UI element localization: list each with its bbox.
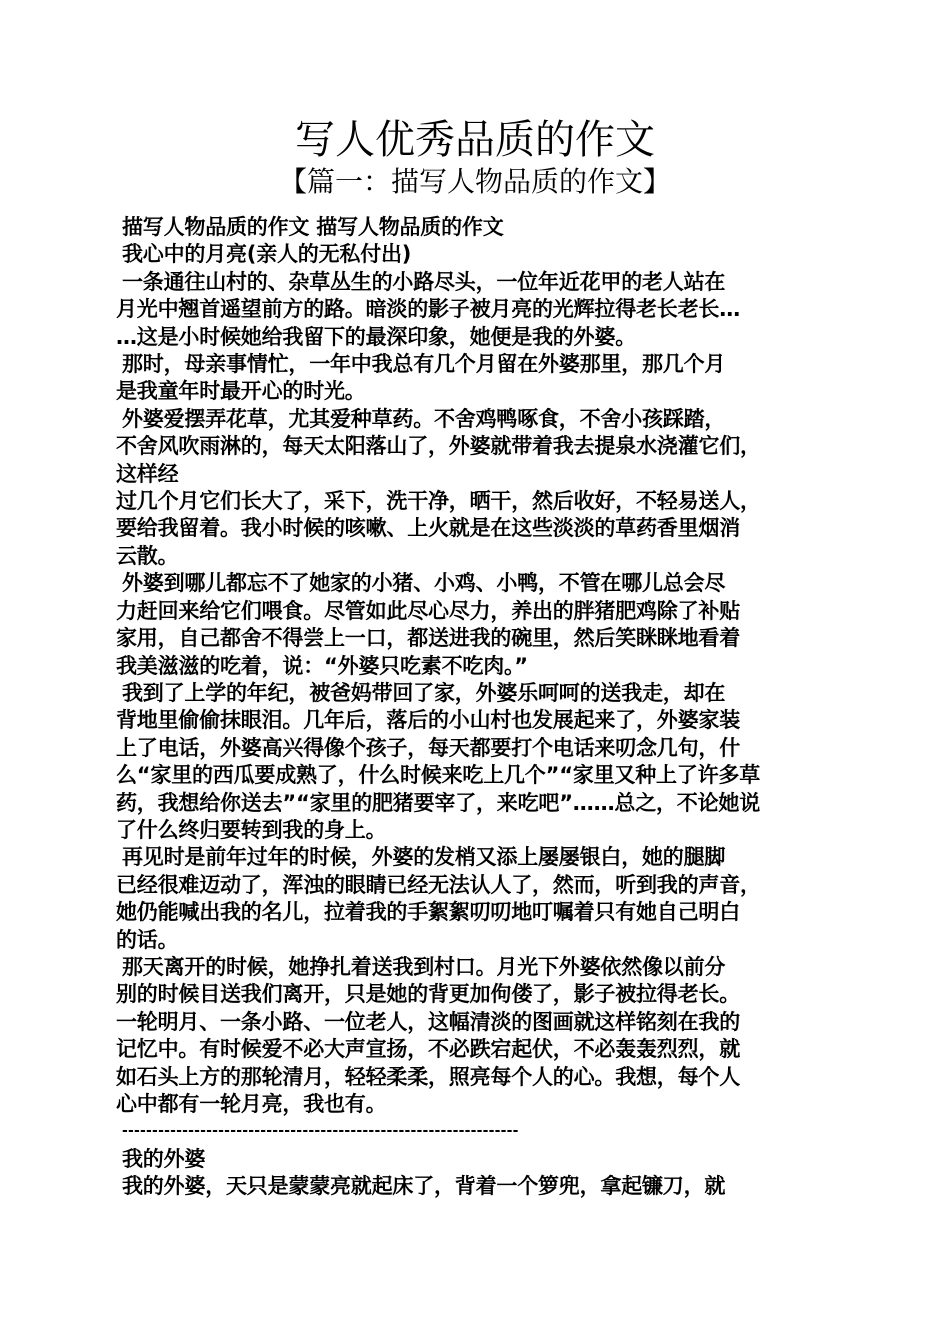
text-line: 药，我想给你送去”“家里的肥猪要宰了，来吃吧”……总之，不论她说 <box>116 790 761 815</box>
text-line: 不舍风吹雨淋的，每天太阳落山了，外婆就带着我去提泉水浇灌它们， <box>116 434 761 459</box>
text-line: 么“家里的西瓜要成熟了，什么时候来吃上几个”“家里又种上了许多草 <box>116 763 761 788</box>
text-line: 月光中翘首遥望前方的路。暗淡的影子被月亮的光辉拉得老长老长… <box>116 297 740 322</box>
document-body <box>116 214 848 1201</box>
text-line: 别的时候目送我们离开，只是她的背更加佝偻了，影子被拉得老长。 <box>116 982 740 1007</box>
text-line: 要给我留着。我小时候的咳嗽、上火就是在这些淡淡的草药香里烟消 <box>116 516 740 541</box>
text-line: 一条通往山村的、杂草丛生的小路尽头，一位年近花甲的老人站在 <box>122 269 726 294</box>
text-line: 过几个月它们长大了，采下，洗干净，晒干，然后收好，不轻易送人， <box>116 489 761 514</box>
text-line: 云散。 <box>116 543 179 568</box>
text-line: 外婆爱摆弄花草，尤其爱种草药。不舍鸡鸭啄食，不舍小孩踩踏， <box>122 406 726 431</box>
text-line: 背地里偷偷抹眼泪。几年后，落后的小山村也发展起来了，外婆家装 <box>116 708 740 733</box>
text-line: 的话。 <box>116 927 179 952</box>
text-line: 我到了上学的年纪，被爸妈带回了家，外婆乐呵呵的送我走，却在 <box>122 680 726 705</box>
text-line: 描写人物品质的作文 描写人物品质的作文 <box>122 215 504 239</box>
text-line: …这是小时候她给我留下的最深印象，她便是我的外婆。 <box>116 324 636 349</box>
text-line: 这样经 <box>116 461 179 486</box>
text-line: 是我童年时最开心的时光。 <box>116 379 366 404</box>
page-title: 写人优秀品质的作文 <box>295 117 655 163</box>
text-line: 我的外婆，天只是蒙蒙亮就起床了，背着一个箩兜，拿起镰刀，就 <box>122 1174 726 1199</box>
text-line: 家用，自己都舍不得尝上一口，都送进我的碗里，然后笑眯眯地看着 <box>116 626 740 651</box>
text-line: 一轮明月、一条小路、一位老人，这幅清淡的图画就这样铭刻在我的 <box>116 1009 740 1034</box>
text-line: 记忆中。有时候爱不必大声宣扬，不必跌宕起伏，不必轰轰烈烈，就 <box>116 1037 740 1062</box>
text-block-second <box>116 1146 848 1201</box>
text-line: 力赶回来给它们喂食。尽管如此尽心尽力，养出的胖猪肥鸡除了补贴 <box>116 598 740 623</box>
text-line: 外婆到哪儿都忘不了她家的小猪、小鸡、小鸭，不管在哪儿总会尽 <box>122 571 726 596</box>
text-line: 我的外婆 <box>122 1146 206 1171</box>
text-line: 再见时是前年过年的时候，外婆的发梢又添上屡屡银白，她的腿脚 <box>122 845 726 870</box>
text-block <box>116 214 848 1118</box>
text-line: 她仍能喊出我的名儿，拉着我的手絮絮叨叨地叮嘱着只有她自己明白 <box>116 900 740 925</box>
text-line: 上了电话，外婆高兴得像个孩子，每天都要打个电话来叨念几句，什 <box>116 735 740 760</box>
text-line: 已经很难迈动了，浑浊的眼睛已经无法认人了，然而，听到我的声音， <box>116 872 761 897</box>
text-line: 那时，母亲事情忙，一年中我总有几个月留在外婆那里，那几个月 <box>122 352 726 377</box>
text-line: 心中都有一轮月亮，我也有。 <box>116 1092 387 1116</box>
text-line: 了什么终归要转到我的身上。 <box>116 817 387 842</box>
text-line: 我心中的月亮(亲人的无私付出) <box>122 242 412 267</box>
text-line: 那天离开的时候，她挣扎着送我到村口。月光下外婆依然像以前分 <box>122 954 726 979</box>
text-line: 我美滋滋的吃着，说：“外婆只吃素不吃肉。” <box>116 653 528 678</box>
text-line: 如石头上方的那轮清月，轻轻柔柔，照亮每个人的心。我想，每个人 <box>116 1064 740 1089</box>
separator-line: ------------------------------------------------------------------ <box>122 1123 519 1140</box>
section-heading: 【篇一：描写人物品质的作文】 <box>278 165 671 198</box>
